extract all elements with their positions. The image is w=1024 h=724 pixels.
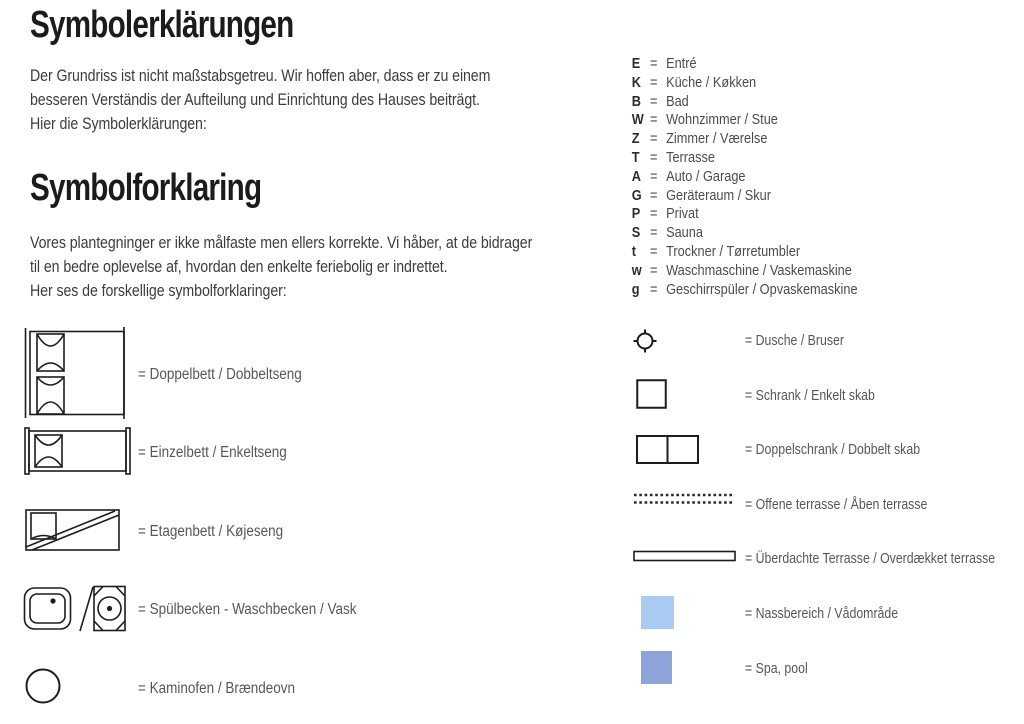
abbreviation-row <box>630 55 858 74</box>
legend-label-shower: = Dusche / Bruser <box>745 333 844 349</box>
equals-sign: = <box>650 243 658 260</box>
equals-sign: = <box>650 206 658 223</box>
spa-pool-icon <box>641 651 672 684</box>
abbreviation-value: Sauna <box>666 225 703 242</box>
double-wardrobe-icon <box>636 435 699 464</box>
abbreviation-letter: S <box>631 225 641 242</box>
equals-sign: = <box>650 112 658 129</box>
equals-sign: = <box>650 56 658 72</box>
abbreviation-letter: K <box>631 74 641 91</box>
abbreviation-value: Wohnzimmer / Stue <box>666 112 778 129</box>
abbreviation-letter: W <box>631 112 644 129</box>
legend-label-spa-pool: = Spa, pool <box>745 661 808 677</box>
abbreviation-value: Küche / Køkken <box>666 74 757 91</box>
legend-label-sink: = Spülbecken - Waschbecken / Vask <box>138 601 357 618</box>
legend-label-covered-terrace: = Überdachte Terrasse / Overdækket terrasse <box>745 551 996 567</box>
legend-label-double-bed: = Doppelbett / Dobbeltseng <box>138 366 302 383</box>
german-intro-line: Hier die Symbolerklärungen: <box>30 115 207 133</box>
german-title: Symbolerklärungen <box>30 4 294 46</box>
abbreviation-row <box>630 111 858 130</box>
bunk-bed-icon <box>25 508 121 552</box>
legend-label-single-bed: = Einzelbett / Enkeltseng <box>138 444 287 461</box>
equals-sign: = <box>650 187 658 204</box>
abbreviation-letter: Z <box>631 131 640 148</box>
open-terrace-icon <box>633 492 735 506</box>
equals-sign: = <box>650 262 658 279</box>
danish-intro-paragraph <box>30 231 532 303</box>
abbreviation-letter: G <box>631 187 642 204</box>
shower-icon <box>632 328 658 354</box>
abbreviation-value: Terrasse <box>666 149 716 166</box>
double-bed-icon <box>24 327 130 419</box>
legend-label-open-terrace: = Offene terrasse / Åben terrasse <box>745 497 928 513</box>
legend-label-single-wardrobe: = Schrank / Enkelt skab <box>745 388 875 404</box>
abbreviation-row <box>630 168 858 187</box>
abbreviation-row <box>630 187 858 206</box>
equals-sign: = <box>650 225 658 242</box>
abbreviation-row <box>630 281 858 300</box>
abbreviation-row <box>630 130 858 149</box>
equals-sign: = <box>650 149 658 166</box>
legend-label-wet-area: = Nassbereich / Vådområde <box>745 606 899 622</box>
danish-intro-line: til en bedre oplevelse af, hvordan den enkelte feriebolig er indrettet. <box>30 258 448 276</box>
legend-label-bunk-bed: = Etagenbett / Køjeseng <box>138 523 284 540</box>
abbreviation-letter: t <box>631 243 637 260</box>
abbreviation-row <box>630 74 858 93</box>
abbreviation-list <box>630 55 858 299</box>
equals-sign: = <box>650 74 658 91</box>
abbreviation-letter: g <box>631 281 640 298</box>
abbreviation-value: Auto / Garage <box>666 168 746 185</box>
german-intro-line: Der Grundriss ist nicht maßstabsgetreu. Wir hoffen aber, dass er zu einem <box>30 67 491 85</box>
german-intro-paragraph <box>30 64 490 136</box>
abbreviation-value: Geräteraum / Skur <box>666 187 772 204</box>
equals-sign: = <box>650 281 658 298</box>
abbreviation-letter: w <box>631 262 642 279</box>
abbreviation-letter: A <box>631 168 641 185</box>
abbreviation-value: Geschirrspüler / Opvaskemaskine <box>666 281 858 298</box>
german-intro-line: besseren Verständis der Aufteilung und Einrichtung des Hauses beiträgt. <box>30 91 480 109</box>
abbreviation-row <box>630 262 858 281</box>
equals-sign: = <box>650 93 658 110</box>
abbreviation-value: Trockner / Tørretumbler <box>666 243 801 260</box>
abbreviation-value: Privat <box>666 206 699 223</box>
danish-title: Symbolforklaring <box>30 167 262 209</box>
abbreviation-letter: B <box>631 93 641 110</box>
single-wardrobe-icon <box>636 379 667 409</box>
danish-intro-line: Her ses de forskellige symbolforklaringer: <box>30 282 287 300</box>
abbreviation-value: Zimmer / Værelse <box>666 131 768 148</box>
abbreviation-row <box>630 205 858 224</box>
abbreviation-row <box>630 224 858 243</box>
abbreviation-row <box>630 243 858 262</box>
equals-sign: = <box>650 131 658 148</box>
abbreviation-value: Bad <box>666 93 689 110</box>
abbreviation-letter: P <box>631 206 641 223</box>
danish-intro-line: Vores plantegninger er ikke målfaste men ellers korrekte. Vi håber, at de bidrager <box>30 234 533 252</box>
abbreviation-letter: T <box>631 149 640 166</box>
wet-area-icon <box>641 596 674 629</box>
abbreviation-row <box>630 149 858 168</box>
abbreviation-letter: E <box>631 56 641 72</box>
abbreviation-value: Waschmaschine / Vaskemaskine <box>666 262 852 279</box>
covered-terrace-icon <box>633 550 736 562</box>
equals-sign: = <box>650 168 658 185</box>
legend-label-wood-stove: = Kaminofen / Brændeovn <box>138 680 296 697</box>
single-bed-icon <box>24 428 131 474</box>
wood-stove-icon <box>24 667 62 705</box>
abbreviation-row <box>630 93 858 112</box>
abbreviation-value: Entré <box>666 56 697 72</box>
kitchen-sink-and-washbasin-icon <box>23 584 127 634</box>
legend-label-double-wardrobe: = Doppelschrank / Dobbelt skab <box>745 442 921 458</box>
